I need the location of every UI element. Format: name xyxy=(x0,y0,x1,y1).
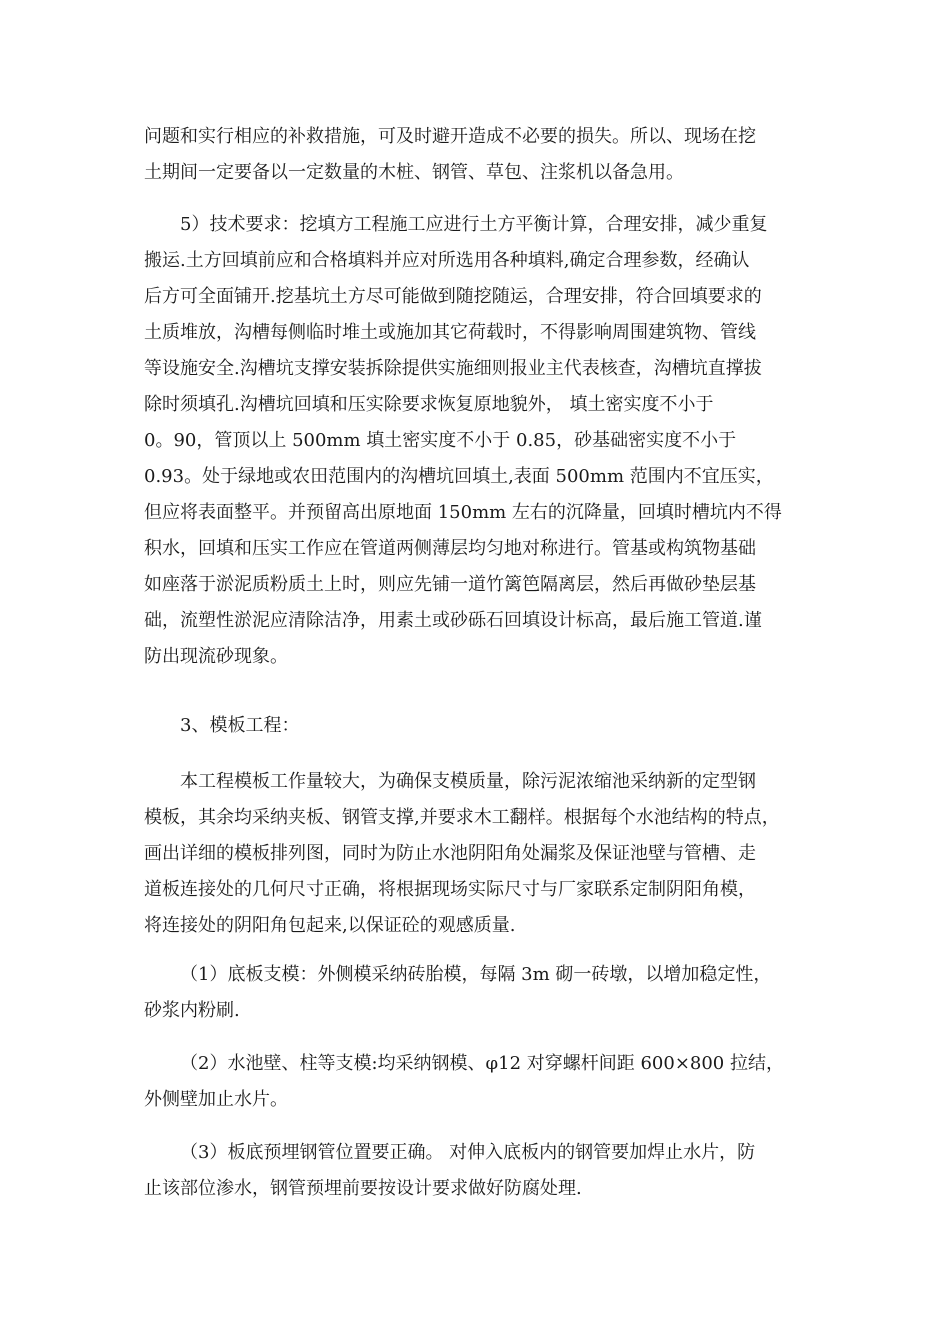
text-line: 土质堆放，沟槽每侧临时堆土或施加其它荷载时，不得影响周围建筑物、管线 xyxy=(144,322,756,343)
text-line: 防出现流砂现象。 xyxy=(144,646,288,667)
text-line: 等设施安全.沟槽坑支撑安装拆除提供实施细则报业主代表核查，沟槽坑直撑拔 xyxy=(144,358,762,379)
text-line: 0。90，管顶以上 500mm 填土密实度不小于 0.85，砂基础密实度不小于 xyxy=(144,430,737,451)
paragraph-item-2 xyxy=(144,1046,814,1118)
paragraph-item-3 xyxy=(144,1135,814,1207)
paragraph-item-1 xyxy=(144,957,814,1029)
text-line: 但应将表面整平。并预留高出原地面 150mm 左右的沉降量，回填时槽坑内不得 xyxy=(144,502,782,523)
text-line: 模板，其余均采纳夹板、钢管支撑,并要求木工翻样。根据每个水池结构的特点， xyxy=(144,807,780,828)
text-line: 如座落于淤泥质粉质土上时，则应先铺一道竹篱笆隔离层，然后再做砂垫层基 xyxy=(144,574,756,595)
text-line: 问题和实行相应的补救措施，可及时避开造成不必要的损失。所以、现场在挖 xyxy=(144,126,756,147)
text-line: （3）板底预埋钢管位置要正确。 对伸入底板内的钢管要加焊止水片，防 xyxy=(180,1142,756,1163)
text-line: 0.93。处于绿地或农田范围内的沟槽坑回填土,表面 500mm 范围内不宜压实， xyxy=(144,466,774,487)
text-line: 积水，回填和压实工作应在管道两侧薄层均匀地对称进行。管基或构筑物基础 xyxy=(144,538,756,559)
text-line: 止该部位渗水，钢管预埋前要按设计要求做好防腐处理. xyxy=(144,1178,582,1199)
text-line: 5）技术要求：挖填方工程施工应进行土方平衡计算，合理安排，减少重复 xyxy=(180,214,768,235)
section-heading: 3、模板工程： xyxy=(180,715,300,736)
text-line: 道板连接处的几何尺寸正确，将根据现场实际尺寸与厂家联系定制阴阳角模， xyxy=(144,879,756,900)
paragraph-continuation xyxy=(144,119,814,191)
text-line: 土期间一定要备以一定数量的木桩、钢管、草包、注浆机以备急用。 xyxy=(144,162,684,183)
text-line: 将连接处的阴阳角包起来,以保证砼的观感质量. xyxy=(144,915,516,936)
text-line: 本工程模板工作量较大，为确保支模质量，除污泥浓缩池采纳新的定型钢 xyxy=(180,771,756,792)
text-line: 画出详细的模板排列图，同时为防止水池阴阳角处漏浆及保证池壁与管槽、走 xyxy=(144,843,756,864)
paragraph-technical-requirements xyxy=(144,207,814,675)
section-heading-formwork xyxy=(144,708,814,744)
text-line: （1）底板支模：外侧模采纳砖胎模，每隔 3m 砌一砖墩，以增加稳定性， xyxy=(180,964,772,985)
text-line: 搬运.土方回填前应和合格填料并应对所选用各种填料,确定合理参数，经确认 xyxy=(144,250,750,271)
text-line: 础，流塑性淤泥应清除洁净，用素土或砂砾石回填设计标高，最后施工管道.谨 xyxy=(144,610,762,631)
text-line: 砂浆内粉刷. xyxy=(144,1000,240,1021)
text-line: 外侧壁加止水片。 xyxy=(144,1089,288,1110)
paragraph-formwork-overview xyxy=(144,764,814,944)
text-line: （2）水池壁、柱等支模:均采纳钢模、φ12 对穿螺杆间距 600×800 拉结， xyxy=(180,1053,784,1074)
text-line: 后方可全面铺开.挖基坑土方尽可能做到随挖随运，合理安排，符合回填要求的 xyxy=(144,286,762,307)
text-line: 除时须填孔.沟槽坑回填和压实除要求恢复原地貌外， 填土密实度不小于 xyxy=(144,394,714,415)
